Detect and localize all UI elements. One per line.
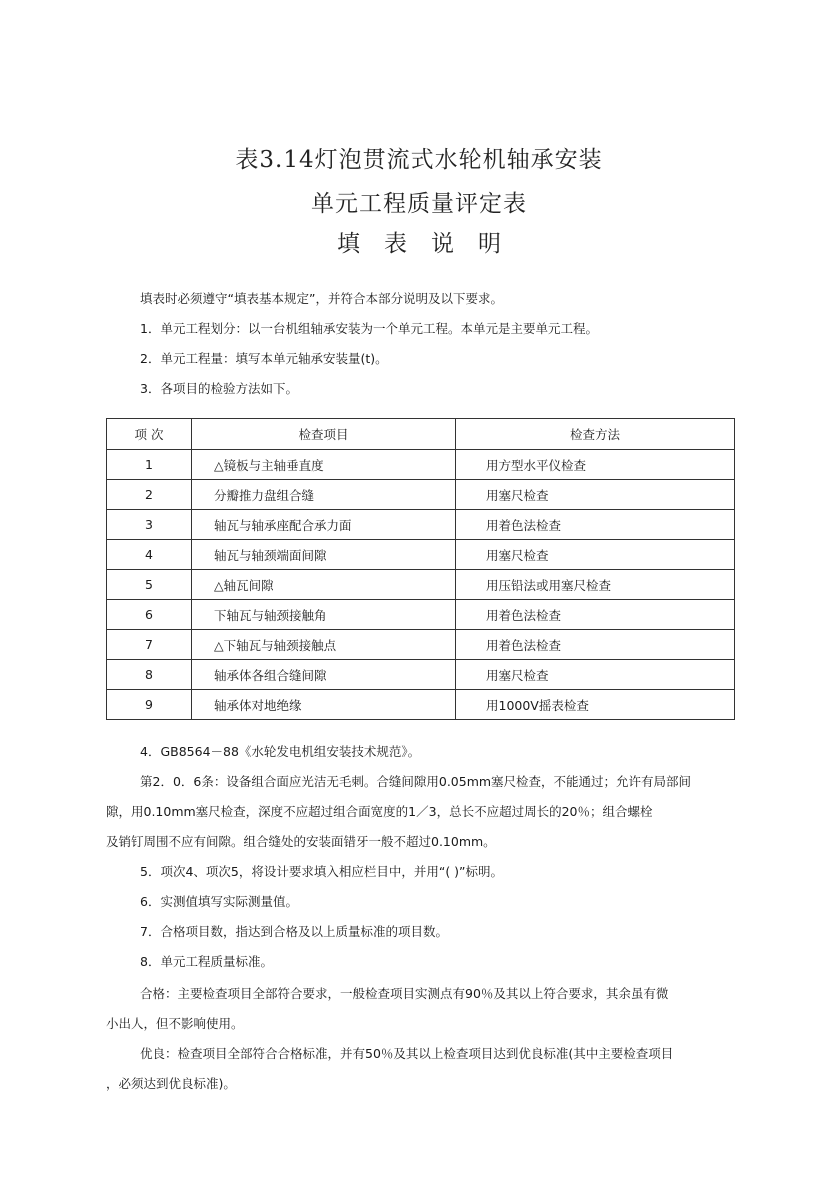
row-item: △轴瓦间隙 [192, 570, 456, 600]
instruction-item-7: 7．合格项目数，指达到合格及以上质量标准的项目数。 [140, 924, 448, 939]
row-number: 1 [107, 450, 192, 480]
header-inspection-item: 检查项目 [192, 419, 456, 450]
row-method: 用1000V摇表检查 [456, 690, 735, 720]
row-number: 9 [107, 690, 192, 720]
document-subtitle: 填表说明 [337, 231, 525, 257]
row-method: 用塞尺检查 [456, 540, 735, 570]
pass-standard-line2: 小出人，但不影响使用。 [106, 1016, 244, 1031]
row-number: 5 [107, 570, 192, 600]
row-item: △镜板与主轴垂直度 [192, 450, 456, 480]
excellent-standard-line2: ，必须达到优良标准)。 [106, 1076, 236, 1091]
clause-paragraph-line1: 第2．0．6条：设备组合面应光洁无毛刺。合缝间隙用0.05mm塞尺检查，不能通过；允许有局部间 [140, 774, 692, 789]
pass-standard-line1: 合格：主要检查项目全部符合要求，一般检查项目实测点有90％及其以上符合要求，其余虽有微 [140, 986, 669, 1001]
header-inspection-method: 检查方法 [456, 419, 735, 450]
row-number: 8 [107, 660, 192, 690]
instruction-item-8: 8．单元工程质量标准。 [140, 954, 273, 969]
row-item: △下轴瓦与轴颈接触点 [192, 630, 456, 660]
table-row [107, 540, 735, 570]
row-number: 7 [107, 630, 192, 660]
table-row [107, 690, 735, 720]
table-header-row [107, 419, 735, 450]
row-method: 用着色法检查 [456, 510, 735, 540]
instruction-item-2: 2．单元工程量：填写本单元轴承安装量(t)。 [140, 351, 388, 366]
table-row [107, 570, 735, 600]
table-row [107, 480, 735, 510]
intro-paragraph: 填表时必须遵守“填表基本规定”，并符合本部分说明及以下要求。 [140, 291, 503, 306]
row-item: 分瓣推力盘组合缝 [192, 480, 456, 510]
document-title-line2: 单元工程质量评定表 [311, 191, 527, 217]
row-item: 轴瓦与轴承座配合承力面 [192, 510, 456, 540]
clause-paragraph-line2: 隙，用0.10mm塞尺检查，深度不应超过组合面宽度的1／3，总长不应超过周长的20％；组合螺栓 [106, 804, 653, 819]
clause-paragraph-line3: 及销钉周围不应有间隙。组合缝处的安装面错牙一般不超过0.10mm。 [106, 834, 496, 849]
row-method: 用塞尺检查 [456, 480, 735, 510]
table-row [107, 450, 735, 480]
row-number: 6 [107, 600, 192, 630]
header-item-number: 项 次 [107, 419, 192, 450]
table-row [107, 660, 735, 690]
row-number: 2 [107, 480, 192, 510]
row-method: 用塞尺检查 [456, 660, 735, 690]
table-row [107, 510, 735, 540]
row-method: 用着色法检查 [456, 630, 735, 660]
excellent-standard-line1: 优良：检查项目全部符合合格标准，并有50％及其以上检查项目达到优良标准(其中主要检查项目 [140, 1046, 674, 1061]
instruction-item-6: 6．实测值填写实际测量值。 [140, 894, 298, 909]
instruction-item-3: 3．各项目的检验方法如下。 [140, 381, 298, 396]
row-item: 轴承体各组合缝间隙 [192, 660, 456, 690]
row-item: 轴瓦与轴颈端面间隙 [192, 540, 456, 570]
table-row [107, 630, 735, 660]
row-method: 用着色法检查 [456, 600, 735, 630]
table-row [107, 600, 735, 630]
document-title-line1: 表3.14灯泡贯流式水轮机轴承安装 [235, 147, 603, 173]
instruction-item-4: 4．GB8564－88《水轮发电机组安装技术规范》。 [140, 744, 421, 759]
instruction-item-1: 1．单元工程划分：以一台机组轴承安装为一个单元工程。本单元是主要单元工程。 [140, 321, 598, 336]
inspection-methods-table [106, 418, 735, 720]
row-method: 用方型水平仪检查 [456, 450, 735, 480]
row-item: 下轴瓦与轴颈接触角 [192, 600, 456, 630]
row-number: 3 [107, 510, 192, 540]
row-item: 轴承体对地绝缘 [192, 690, 456, 720]
row-number: 4 [107, 540, 192, 570]
row-method: 用压铅法或用塞尺检查 [456, 570, 735, 600]
instruction-item-5: 5．项次4、项次5，将设计要求填入相应栏目中，并用“( )”标明。 [140, 864, 504, 879]
